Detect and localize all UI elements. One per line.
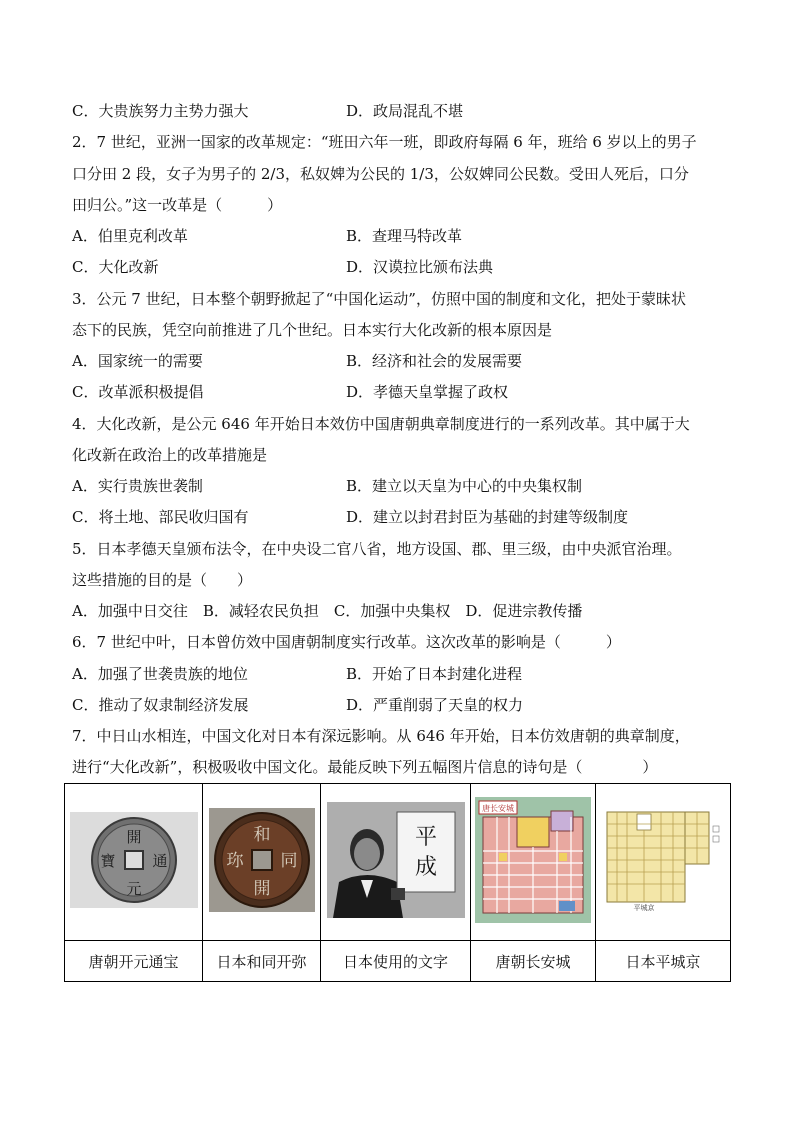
- q4-option-b: B．建立以天皇为中心的中央集权制: [346, 477, 583, 495]
- sign-char-1: 平: [414, 825, 437, 850]
- q3-option-a: A．国家统一的需要: [72, 352, 203, 370]
- caption-kaiyuan-coin: 唐朝开元通宝: [65, 941, 203, 982]
- heijokyo-city-map: [601, 806, 725, 914]
- q3-option-c: C．改革派积极提倡: [72, 383, 204, 401]
- q3-stem-line2: 态下的民族，凭空向前推进了几个世纪。日本实行大化改新的根本原因是: [72, 321, 553, 339]
- coin2-char-bottom: 開: [253, 879, 270, 899]
- q6-option-a: A．加强了世袭贵族的地位: [72, 665, 248, 683]
- coin1-char-left: 寶: [99, 852, 116, 870]
- wadokaichin-coin-image: [209, 808, 315, 912]
- q2-stem-line3: 田归公。”这一改革是（ ）: [72, 196, 283, 214]
- heisei-announcement-photo: [327, 802, 465, 918]
- heijokyo-map-label: 平城京: [633, 904, 655, 912]
- cell-japanese-writing: [321, 784, 471, 941]
- q2-stem-line2: 口分田 2 段，女子为男子的 2/3，私奴婢为公民的 1/3，公奴婢同公民数。受田人死后，口分: [72, 165, 689, 183]
- q4-stem-line2: 化改新在政治上的改革措施是: [72, 446, 268, 464]
- q2-option-b: B．查理马特改革: [346, 227, 463, 245]
- cell-wadokaichin-coin: [203, 784, 321, 941]
- q2-option-a: A．伯里克利改革: [72, 227, 188, 245]
- cell-kaiyuan-coin: [65, 784, 203, 941]
- q5-stem-line1: 5．日本孝德天皇颁布法令，在中央设二官八省，地方设国、郡、里三级，由中央派官治理。: [72, 540, 682, 558]
- q7-stem-line1: 7．中日山水相连，中国文化对日本有深远影响。从 646 年开始，日本仿效唐朝的典章制度，: [72, 727, 690, 745]
- q2-option-d: D．汉谟拉比颁布法典: [346, 258, 494, 276]
- q4-option-a: A．实行贵族世袭制: [72, 477, 203, 495]
- q4-option-d: D．建立以封君封臣为基础的封建等级制度: [346, 508, 629, 526]
- q5-options: A．加强中日交往 B．减轻农民负担 C．加强中央集权 D．促进宗教传播: [72, 602, 583, 620]
- q2-option-c: C．大化改新: [72, 258, 159, 276]
- coin2-char-top: 和: [253, 825, 270, 845]
- q6-option-c: C．推动了奴隶制经济发展: [72, 696, 249, 714]
- coin2-char-right: 同: [280, 851, 297, 871]
- q6-option-d: D．严重削弱了天皇的权力: [346, 696, 524, 714]
- picture-table: [64, 783, 731, 982]
- coin1-char-right: 通: [151, 852, 168, 870]
- q3-stem-line1: 3．公元 7 世纪，日本整个朝野掀起了“中国化运动”，仿照中国的制度和文化，把处于蒙昧状: [72, 290, 686, 308]
- q1-option-c: C．大贵族努力主势力强大: [72, 102, 249, 120]
- q6-option-b: B．开始了日本封建化进程: [346, 665, 523, 683]
- caption-heijokyo: 日本平城京: [596, 941, 731, 982]
- q7-stem-line2: 进行“大化改新”，积极吸收中国文化。最能反映下列五幅图片信息的诗句是（ ）: [72, 758, 658, 776]
- coin1-char-top: 開: [125, 828, 142, 846]
- sign-char-2: 成: [414, 855, 437, 880]
- q3-option-b: B．经济和社会的发展需要: [346, 352, 523, 370]
- coin1-char-bottom: 元: [125, 880, 142, 898]
- caption-changan-city: 唐朝长安城: [471, 941, 596, 982]
- kaiyuan-coin-image: [70, 812, 198, 908]
- q6-stem-line1: 6．7 世纪中叶，日本曾仿效中国唐朝制度实行改革。这次改革的影响是（ ）: [72, 633, 621, 651]
- cell-heijokyo-map: [596, 784, 731, 941]
- q5-stem-line2: 这些措施的目的是（ ）: [72, 571, 253, 589]
- changan-city-map: [475, 797, 591, 923]
- caption-wadokaichin-coin: 日本和同开弥: [203, 941, 321, 982]
- changan-map-title: 唐长安城: [482, 804, 514, 813]
- q4-stem-line1: 4．大化改新，是公元 646 年开始日本效仿中国唐朝典章制度进行的一系列改革。其中属于大: [72, 415, 690, 433]
- q3-option-d: D．孝德天皇掌握了政权: [346, 383, 509, 401]
- coin2-char-left: 珎: [226, 851, 243, 871]
- cell-changan-map: [471, 784, 596, 941]
- q2-stem-line1: 2．7 世纪，亚洲一国家的改革规定：“班田六年一班，即政府每隔 6 年，班给 6 岁以上的男子: [72, 133, 697, 151]
- q4-option-c: C．将土地、部民收归国有: [72, 508, 249, 526]
- caption-japanese-writing: 日本使用的文字: [321, 941, 471, 982]
- q1-option-d: D．政局混乱不堪: [346, 102, 464, 120]
